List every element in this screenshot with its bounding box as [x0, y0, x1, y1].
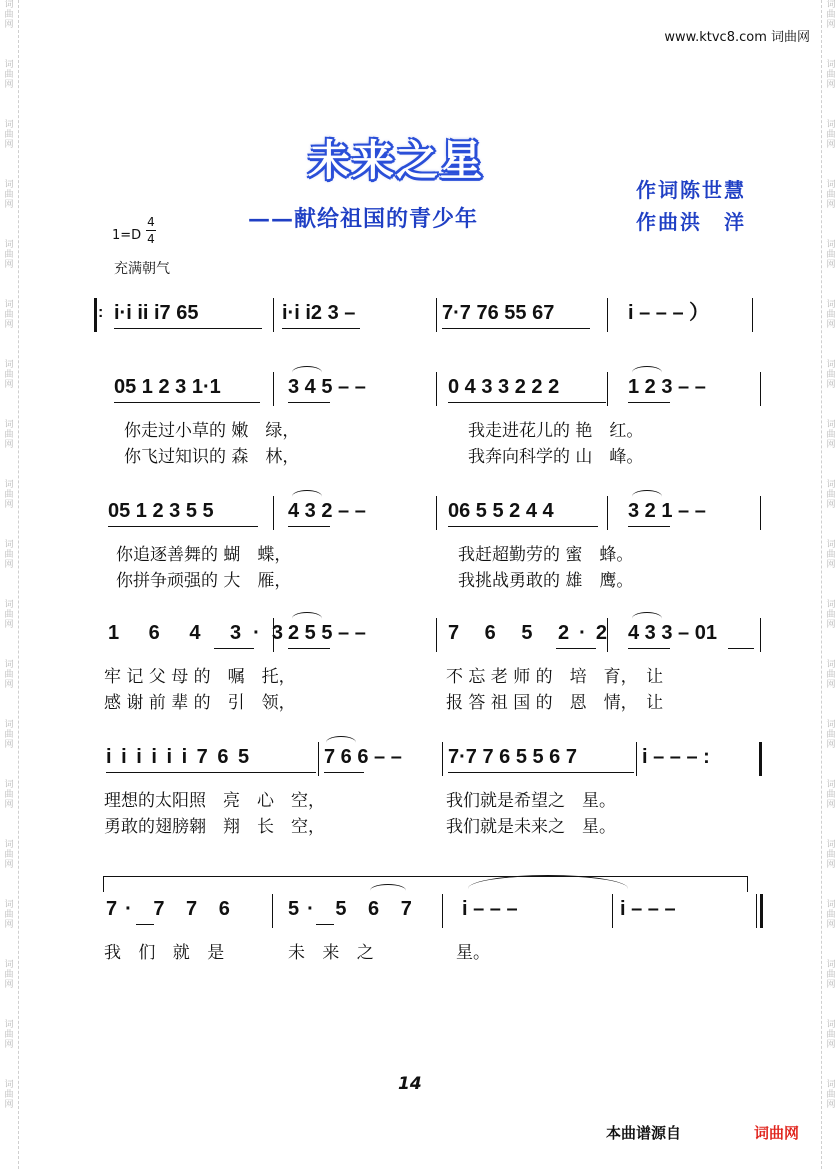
watermark-text: 词 曲 网	[826, 600, 836, 630]
verse-2-lyric-a2: 我赶超勤劳的 蜜 蜂。	[458, 545, 634, 565]
verse-3-measure-3: 7 6 5 2·2	[448, 622, 617, 644]
watermark-text: 词 曲 网	[826, 0, 836, 30]
watermark-text: 词 曲 网	[4, 540, 14, 570]
verse-2-measure-3: 06 5 5 2 4 4	[448, 500, 554, 522]
right-margin-watermark	[821, 0, 840, 1169]
key-signature: 1=D	[112, 228, 142, 243]
verse-1-measure-1: 05 1 2 3 1·1	[114, 376, 221, 398]
watermark-text: 词 曲 网	[826, 360, 836, 390]
watermark-text: 词 曲 网	[826, 720, 836, 750]
verse-3-measure-1: 1 6 4 3·3	[108, 622, 295, 644]
coda-bracket-right	[747, 876, 748, 892]
verse-3-lyric-a2: 不 忘 老 师 的 培 育， 让	[446, 667, 664, 687]
coda-bracket-left	[103, 876, 104, 892]
watermark-text: 词 曲 网	[4, 600, 14, 630]
verse-1-lyric-b1: 你飞过知识的 森 林，	[124, 447, 300, 467]
verse-4-measure-4: i – – – :	[642, 746, 710, 768]
watermark-text: 词 曲 网	[4, 240, 14, 270]
time-signature-top: 4	[147, 215, 155, 229]
coda-bracket-line	[103, 876, 748, 877]
lyricist-credit: 作词陈世慧	[636, 178, 746, 202]
site-header[interactable]: www.ktvc8.com 词曲网	[664, 30, 810, 45]
coda-lyric-1: 我 们 就 是	[104, 943, 231, 963]
time-signature	[146, 216, 156, 245]
verse-4-measure-1: i i i i i i 7 6 5	[106, 746, 252, 768]
watermark-text: 词 曲 网	[4, 180, 14, 210]
composer-credit: 作曲洪 洋	[636, 210, 746, 234]
coda-measure-1: 7· 7 7 6	[106, 898, 238, 920]
watermark-text: 词 曲 网	[826, 1080, 836, 1110]
left-margin-watermark	[0, 0, 19, 1169]
intro-measure-2: i·i i2 3 –	[282, 302, 356, 324]
verse-3-lyric-a1: 牢 记 父 母 的 嘱 托，	[104, 667, 296, 687]
verse-2-measure-2: 4 3 2 – –	[288, 500, 366, 522]
watermark-text: 词 曲 网	[4, 840, 14, 870]
intro-measure-3: 7·7 76 55 67	[442, 302, 555, 324]
watermark-text: 词 曲 网	[4, 720, 14, 750]
verse-2-lyric-a1: 你追逐善舞的 蝴 蝶，	[116, 545, 292, 565]
watermark-text: 词 曲 网	[4, 1020, 14, 1050]
verse-4-lyric-a1: 理想的太阳照 亮 心 空，	[104, 791, 325, 811]
watermark-text: 词 曲 网	[826, 420, 836, 450]
verse-1-measure-4: 1 2 3 – –	[628, 376, 706, 398]
verse-3-lyric-b1: 感 谢 前 辈 的 引 领，	[104, 693, 296, 713]
watermark-text: 词 曲 网	[826, 780, 836, 810]
watermark-text: 词 曲 网	[826, 240, 836, 270]
coda-lyric-3: 星。	[456, 943, 490, 963]
verse-2-measure-4: 3 2 1 – –	[628, 500, 706, 522]
verse-4-lyric-b1: 勇敢的翅膀翱 翔 长 空，	[104, 817, 325, 837]
song-subtitle: ——献给祖国的青少年	[248, 206, 479, 232]
verse-4-measure-3: 7·7 7 6 5 5 6 7	[448, 746, 577, 768]
watermark-text: 词 曲 网	[4, 480, 14, 510]
watermark-text: 词 曲 网	[826, 540, 836, 570]
verse-2-staff	[102, 496, 762, 530]
watermark-text: 词 曲 网	[4, 1080, 14, 1110]
verse-1-measure-2: 3 4 5 – –	[288, 376, 366, 398]
watermark-text: 词 曲 网	[4, 360, 14, 390]
watermark-text: 词 曲 网	[4, 780, 14, 810]
watermark-text: 词 曲 网	[826, 180, 836, 210]
watermark-text: 词 曲 网	[4, 960, 14, 990]
coda-measure-2: 5· 5 6 7	[288, 898, 420, 920]
verse-4-staff	[102, 742, 762, 776]
verse-3-staff	[102, 618, 762, 652]
coda-lyric-2: 未 来 之	[288, 943, 380, 963]
verse-4-measure-2: 7 6 6 – –	[324, 746, 402, 768]
verse-4-lyric-b2: 我们就是未来之 星。	[446, 817, 616, 837]
watermark-text: 词 曲 网	[826, 840, 836, 870]
watermark-text: 词 曲 网	[826, 120, 836, 150]
footer-source-link[interactable]: 词曲网	[754, 1124, 800, 1142]
song-title: 未来之星	[308, 136, 485, 185]
watermark-text: 词 曲 网	[826, 60, 836, 90]
watermark-text: 词 曲 网	[826, 900, 836, 930]
verse-3-measure-4: 4 3 3 – 01	[628, 622, 717, 644]
coda-measure-4: i – – –	[620, 898, 676, 920]
intro-measure-4: i – – – ）	[628, 302, 710, 324]
watermark-text: 词 曲 网	[4, 300, 14, 330]
verse-3-lyric-b2: 报 答 祖 国 的 恩 情， 让	[446, 693, 664, 713]
watermark-text: 词 曲 网	[4, 120, 14, 150]
verse-2-lyric-b1: 你拼争顽强的 大 雁，	[116, 571, 292, 591]
verse-1-lyric-a1: 你走过小草的 嫩 绿，	[124, 421, 300, 441]
watermark-text: 词 曲 网	[4, 660, 14, 690]
watermark-text: 词 曲 网	[4, 0, 14, 30]
verse-4-lyric-a2: 我们就是希望之 星。	[446, 791, 616, 811]
verse-1-measure-3: 0 4 3 3 2 2 2	[448, 376, 560, 398]
watermark-text: 词 曲 网	[4, 900, 14, 930]
verse-1-lyric-b2: 我奔向科学的 山 峰。	[468, 447, 644, 467]
coda-staff	[102, 894, 762, 928]
watermark-text: 词 曲 网	[826, 480, 836, 510]
watermark-text: 词 曲 网	[826, 1020, 836, 1050]
verse-2-lyric-b2: 我挑战勇敢的 雄 鹰。	[458, 571, 634, 591]
verse-3-measure-2: 2 5 5 – –	[288, 622, 366, 644]
tempo-marking: 充满朝气	[114, 261, 170, 277]
footer-source-label: 本曲谱源自	[606, 1124, 682, 1142]
watermark-text: 词 曲 网	[4, 60, 14, 90]
page-number: 14	[398, 1074, 422, 1094]
intro-staff: : i·i ii i7 65 i·i i2 3 – 7·7 76 55 67 i – – – ）	[102, 298, 762, 332]
intro-measure-1: i·i ii i7 65	[114, 302, 199, 324]
watermark-text: 词 曲 网	[826, 300, 836, 330]
time-signature-bottom: 4	[147, 232, 155, 246]
verse-2-measure-1: 05 1 2 3 5 5	[108, 500, 214, 522]
watermark-text: 词 曲 网	[826, 660, 836, 690]
watermark-text: 词 曲 网	[4, 420, 14, 450]
watermark-text: 词 曲 网	[826, 960, 836, 990]
verse-1-lyric-a2: 我走进花儿的 艳 红。	[468, 421, 644, 441]
coda-measure-3: i – – –	[462, 898, 518, 920]
verse-1-staff	[102, 372, 762, 406]
